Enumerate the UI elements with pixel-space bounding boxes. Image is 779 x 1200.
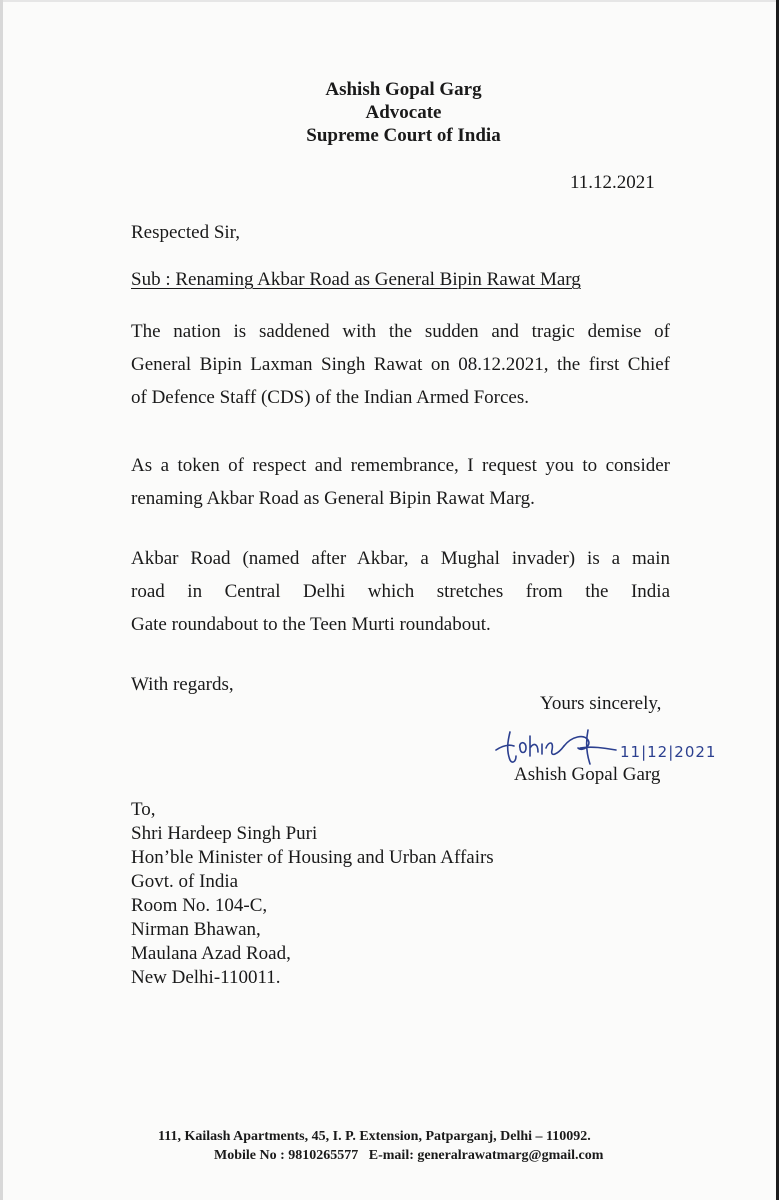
paragraph-1-line-2: General Bipin Laxman Singh Rawat on 08.12.2021, the first Chief — [131, 354, 670, 375]
closing: With regards, — [131, 674, 234, 695]
recipient-org: Govt. of India — [131, 871, 239, 892]
paragraph-2-line-2: renaming Akbar Road as General Bipin Rawat Marg. — [131, 488, 535, 509]
sign-off: Yours sincerely, — [540, 693, 662, 714]
letter-date: 11.12.2021 — [570, 172, 655, 193]
paragraph-3 — [131, 542, 670, 641]
letterhead — [0, 78, 779, 147]
letterhead-name: Ashish Gopal Garg — [325, 79, 482, 100]
recipient-road: Maulana Azad Road, — [131, 943, 291, 964]
footer-contact: Mobile No : 9810265577 E-mail: generalrawatmarg@gmail.com — [214, 1148, 604, 1163]
paragraph-2 — [131, 449, 670, 515]
paragraph-1-line-3: of Defence Staff (CDS) of the Indian Armed Forces. — [131, 387, 530, 408]
paragraph-3-line-1: Akbar Road (named after Akbar, a Mughal invader) is a main — [131, 548, 670, 569]
subject-line: Sub : Renaming Akbar Road as General Bipin Rawat Marg — [131, 269, 581, 290]
recipient-address — [131, 798, 494, 990]
handwritten-date: 11|12|2021 — [620, 743, 717, 761]
recipient-city: New Delhi-110011. — [131, 967, 281, 988]
paragraph-1-line-1: The nation is saddened with the sudden and tragic demise of — [131, 321, 670, 342]
paragraph-3-line-2: road in Central Delhi which stretches from the India — [131, 581, 670, 602]
letterhead-court: Supreme Court of India — [306, 125, 501, 146]
signatory-name: Ashish Gopal Garg — [514, 764, 661, 785]
paragraph-1 — [131, 315, 670, 414]
salutation: Respected Sir, — [131, 222, 240, 243]
recipient-room: Room No. 104-C, — [131, 895, 268, 916]
scan-edge-top — [0, 0, 779, 2]
recipient-designation: Hon’ble Minister of Housing and Urban Affairs — [131, 847, 494, 868]
letterhead-title: Advocate — [365, 102, 442, 123]
recipient-building: Nirman Bhawan, — [131, 919, 261, 940]
recipient-name: Shri Hardeep Singh Puri — [131, 823, 318, 844]
recipient-to: To, — [131, 799, 156, 820]
paragraph-2-line-1: As a token of respect and remembrance, I request you to consider — [131, 455, 670, 476]
paragraph-3-line-3: Gate roundabout to the Teen Murti roundabout. — [131, 614, 491, 635]
scan-edge-left — [0, 0, 3, 1200]
footer-address: 111, Kailash Apartments, 45, I. P. Extension, Patparganj, Delhi – 110092. — [158, 1129, 591, 1144]
